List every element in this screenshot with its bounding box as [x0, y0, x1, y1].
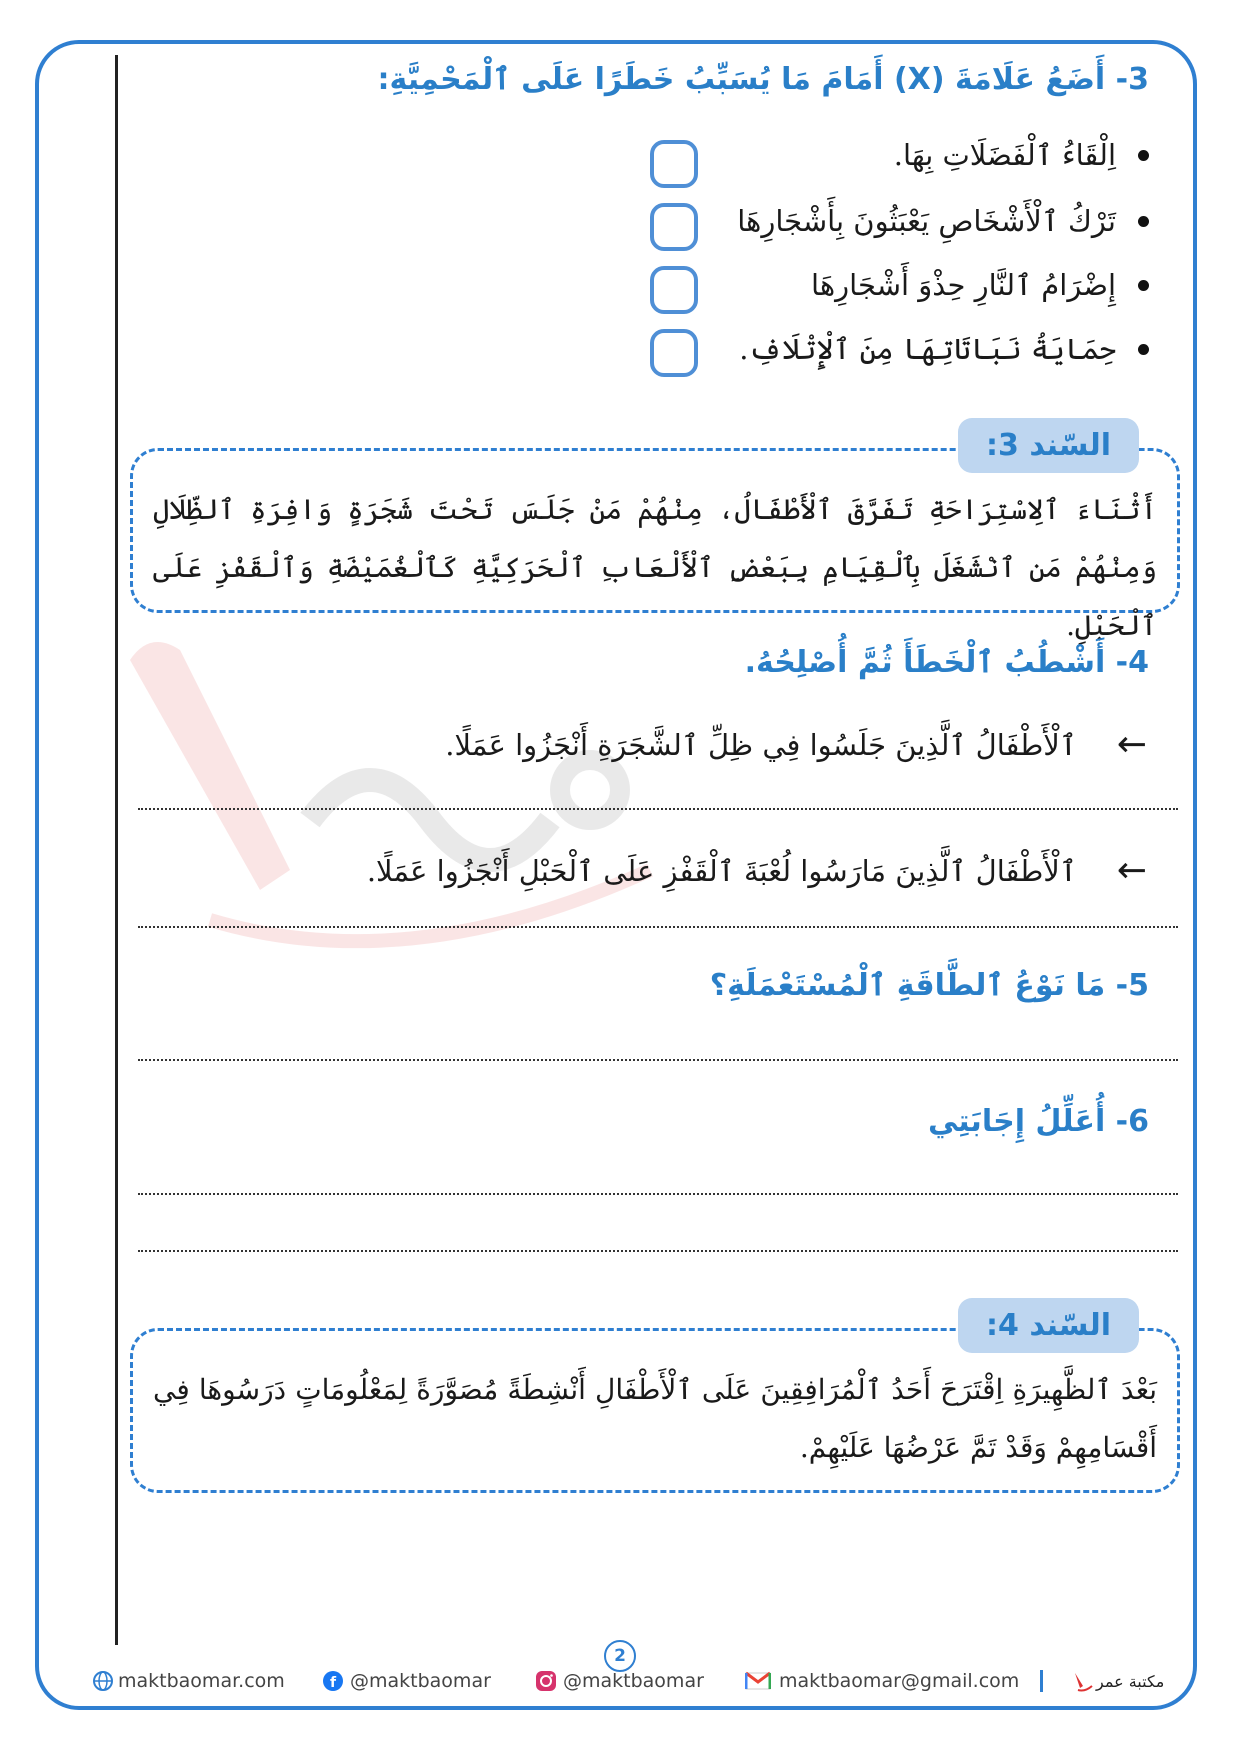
globe-icon	[92, 1670, 114, 1692]
bullet-icon	[1138, 280, 1149, 291]
footer-website-text: maktbaomar.com	[118, 1670, 285, 1692]
page-number: 2	[604, 1640, 636, 1672]
q4-item-1	[445, 724, 1147, 765]
q4-item-2-text: ٱلْأَطْفَالُ ٱلَّذِينَ مَارَسُوا لُعْبَةَ ٱلْقَفْزِ عَلَى ٱلْحَبْلِ أَنْجَزُوا عَمَلًا.	[366, 853, 1077, 888]
sanad-4-label: السّند 4:	[958, 1298, 1139, 1353]
question-4-title: 4- أَشْطُبُ ٱلْخَطَأَ ثُمَّ أُصْلِحُهُ.	[744, 645, 1149, 680]
sanad-4-text: بَعْدَ ٱلظَّهِيرَةِ اِقْتَرَحَ أَحَدُ ٱلْمُرَافِقِينَ عَلَى ٱلْأَطْفَالِ أَنْشِطَةً مُصَوَّرَةً لِمَعْلُومَاتٍ دَرَسُوهَا فِي أَقْسَامِهِمْ وَقَدْ تَمَّ عَرْضُهَا عَلَيْهِمْ.	[153, 1373, 1157, 1464]
question-3-title: 3- أَضَعُ عَلَامَةَ (X) أَمَامَ مَا يُسَبِّبُ خَطَرًا عَلَى ٱلْمَحْمِيَّةِ:	[377, 62, 1149, 97]
question-6-title: 6- أُعَلِّلُ إِجَابَتِي	[927, 1104, 1149, 1139]
instagram-icon	[535, 1670, 557, 1692]
arrow-left-icon: ←	[1116, 724, 1147, 765]
q3-item-4-text: حِمَايَةُ نَبَاتَاتِهَا مِنَ ٱلْإِتْلَافِ.	[739, 332, 1116, 366]
answer-line[interactable]	[138, 926, 1178, 928]
footer-instagram[interactable]	[535, 1663, 704, 1699]
footer-instagram-text: @maktbaomar	[563, 1670, 704, 1692]
answer-line[interactable]	[138, 1193, 1178, 1195]
footer-website[interactable]	[92, 1663, 285, 1699]
facebook-icon	[322, 1670, 344, 1692]
q3-checkbox-1[interactable]	[650, 140, 698, 188]
bullet-icon	[1138, 216, 1149, 227]
q4-item-2	[367, 850, 1147, 891]
footer-facebook-text: @maktbaomar	[350, 1670, 491, 1692]
q4-item-1-text: ٱلْأَطْفَالُ ٱلَّذِينَ جَلَسُوا فِي ظِلِّ ٱلشَّجَرَةِ أَنْجَزُوا عَمَلًا.	[445, 727, 1077, 762]
arrow-left-icon: ←	[1116, 850, 1147, 891]
answer-line[interactable]	[138, 1250, 1178, 1252]
answer-line[interactable]	[138, 808, 1178, 810]
q3-item-3-text: إِضْرَامُ ٱلنَّارِ حِذْوَ أَشْجَارِهَا	[811, 268, 1116, 302]
question-5-title: 5- مَا نَوْعُ ٱلطَّاقَةِ ٱلْمُسْتَعْمَلَةِ؟	[709, 968, 1149, 1003]
bullet-icon	[1138, 344, 1149, 355]
q3-checkbox-2[interactable]	[650, 203, 698, 251]
footer-email-text: maktbaomar@gmail.com	[779, 1670, 1020, 1692]
footer-separator	[1040, 1663, 1043, 1699]
bullet-icon	[1138, 150, 1149, 161]
gmail-icon	[745, 1671, 771, 1691]
svg-text:f: f	[330, 1675, 337, 1691]
footer-logo	[1072, 1663, 1164, 1699]
q3-item-1-text: اِلْقَاءُ ٱلْفَضَلَاتِ بِهَا.	[893, 138, 1116, 172]
q3-checkbox-3[interactable]	[650, 266, 698, 314]
q3-checkbox-4[interactable]	[650, 329, 698, 377]
footer-facebook[interactable]	[322, 1663, 491, 1699]
q3-item-2-text: تَرْكُ ٱلْأَشْخَاصِ يَعْبَثُونَ بِأَشْجَارِهَا	[737, 204, 1116, 238]
q3-item-3	[811, 268, 1149, 302]
footer-logo-text: مكتبة عمر	[1096, 1671, 1165, 1691]
q3-item-1	[894, 138, 1149, 172]
sanad-3-label: السّند 3:	[958, 418, 1139, 473]
footer-email[interactable]	[745, 1663, 1019, 1699]
pen-logo-icon	[1072, 1670, 1094, 1692]
q3-item-2	[737, 204, 1149, 238]
margin-line	[115, 55, 118, 1645]
answer-line[interactable]	[138, 1059, 1178, 1061]
sanad-3-text: أَثْنَاءَ ٱلِاسْتِرَاحَةِ تَفَرَّقَ ٱلْأَطْفَالُ، مِنْهُمْ مَنْ جَلَسَ تَحْتَ شَجَرَةٍ وَافِرَةِ ٱلظِّلَالِ وَمِنْهُمْ مَنِ ٱنْشَغَلَ بِٱلْقِيَامِ بِبَعْضِ ٱلْأَلْعَابِ ٱلْحَرَكِيَّةِ كَٱلْغُمَيْضَةِ وَٱلْقَفْزِ عَلَى ٱلْحَبْلِ.	[153, 493, 1157, 642]
q3-item-4	[739, 332, 1149, 366]
